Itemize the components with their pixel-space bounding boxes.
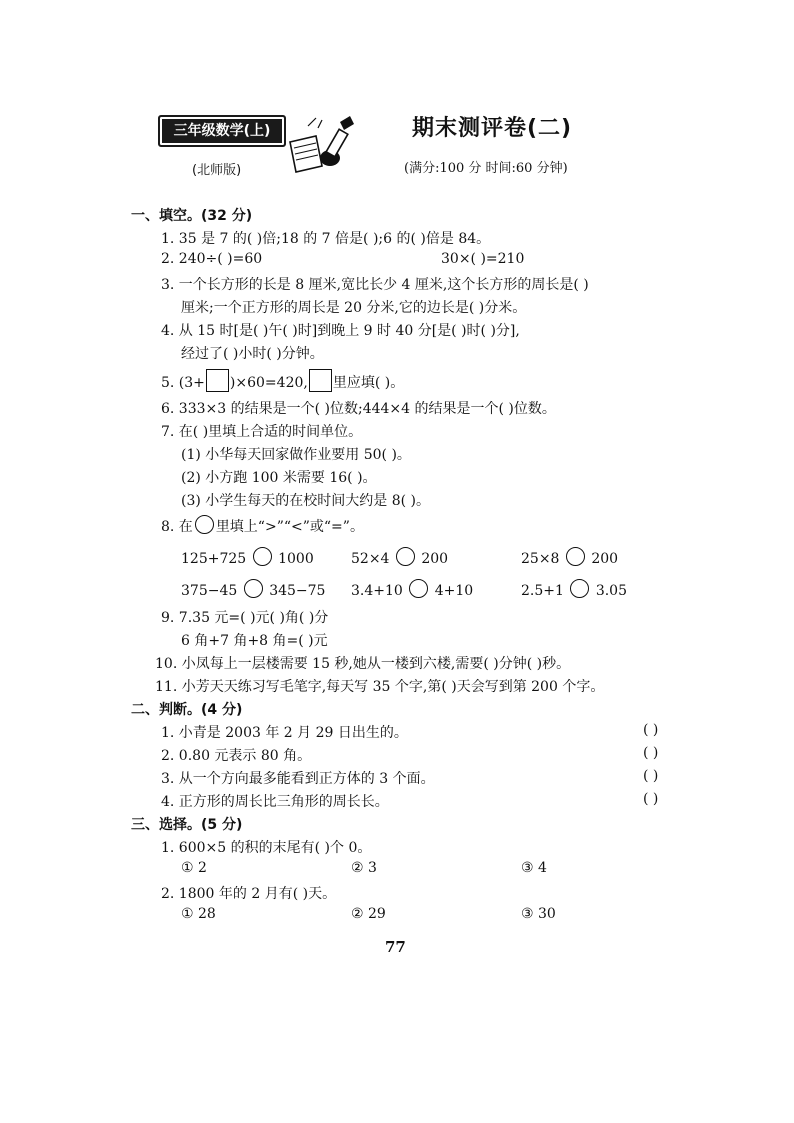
compare-item: 375−45 345−75 <box>181 579 325 599</box>
question-7-2: (2) 小方跑 100 米需要 16( )。 <box>181 470 377 486</box>
section2-heading: 二、判断。(4 分) <box>131 702 243 718</box>
question-11: 11. 小芳天天练习写毛笔字,每天写 35 个字,第( )天会写到第 200 个字。 <box>155 679 605 695</box>
question-10: 10. 小凤每上一层楼需要 15 秒,她从一楼到六楼,需要( )分钟( )秒。 <box>155 656 571 672</box>
judge-item: 3. 从一个方向最多能看到正方体的 3 个面。 <box>161 771 435 787</box>
question-5-suffix: 里应填( )。 <box>332 375 405 391</box>
compare-item: 3.4+10 4+10 <box>351 579 473 599</box>
choice-option: ① 28 <box>181 906 216 922</box>
question-7-1: (1) 小华每天回家做作业要用 50( )。 <box>181 447 411 463</box>
circle-blank-icon <box>396 547 415 566</box>
question-7-3: (3) 小学生每天的在校时间大约是 8( )。 <box>181 493 431 509</box>
choice-question-1: 1. 600×5 的积的末尾有( )个 0。 <box>161 840 372 856</box>
page-title: 期末测评卷(二) <box>412 116 573 141</box>
question-5 <box>161 369 404 392</box>
question-8 <box>161 515 364 536</box>
question-9b: 6 角+7 角+8 角=( )元 <box>181 633 328 649</box>
question-1: 1. 35 是 7 的( )倍;18 的 7 倍是( );6 的( )倍是 84。 <box>161 231 491 247</box>
answer-paren: ( ) <box>643 722 659 738</box>
question-3a: 3. 一个长方形的长是 8 厘米,宽比长少 4 厘米,这个长方形的周长是( ) <box>161 277 589 293</box>
question-2b: 30×( )=210 <box>441 251 525 267</box>
answer-paren: ( ) <box>643 791 659 807</box>
compare-item: 25×8 200 <box>521 547 618 567</box>
grade-badge: 三年级数学(上) <box>158 115 286 147</box>
judge-item: 1. 小青是 2003 年 2 月 29 日出生的。 <box>161 725 408 741</box>
blank-box <box>309 369 332 392</box>
question-3b: 厘米;一个正方形的周长是 20 分米,它的边长是( )分米。 <box>181 300 527 316</box>
circle-blank-icon <box>195 515 214 534</box>
circle-blank-icon <box>570 579 589 598</box>
choice-option: ③ 30 <box>521 906 556 922</box>
compare-item: 2.5+1 3.05 <box>521 579 627 599</box>
book-and-bottle-icon <box>286 112 360 178</box>
circle-blank-icon <box>566 547 585 566</box>
choice-option: ② 29 <box>351 906 386 922</box>
choice-option: ① 2 <box>181 860 207 876</box>
choice-option: ③ 4 <box>521 860 547 876</box>
answer-paren: ( ) <box>643 745 659 761</box>
choice-question-2: 2. 1800 年的 2 月有( )天。 <box>161 886 337 902</box>
compare-item: 52×4 200 <box>351 547 448 567</box>
answer-paren: ( ) <box>643 768 659 784</box>
choice-option: ② 3 <box>351 860 377 876</box>
question-4b: 经过了( )小时( )分钟。 <box>181 346 324 362</box>
question-5-prefix: 5. (3+ <box>161 375 205 391</box>
question-8-suffix: 里填上“>”“<”或“=”。 <box>215 519 364 535</box>
blank-box <box>206 369 229 392</box>
edition-label: (北师版) <box>192 163 242 178</box>
question-7: 7. 在( )里填上合适的时间单位。 <box>161 424 363 440</box>
question-9a: 9. 7.35 元=( )元( )角( )分 <box>161 610 329 626</box>
page-number: 77 <box>385 938 406 956</box>
question-8-prefix: 8. 在 <box>161 519 193 535</box>
section1-heading: 一、填空。(32 分) <box>131 208 253 224</box>
judge-item: 4. 正方形的周长比三角形的周长长。 <box>161 794 389 810</box>
circle-blank-icon <box>409 579 428 598</box>
score-time-info: (满分:100 分 时间:60 分钟) <box>404 161 568 176</box>
question-6: 6. 333×3 的结果是一个( )位数;444×4 的结果是一个( )位数。 <box>161 401 556 417</box>
question-5-middle: )×60=420, <box>229 375 308 391</box>
circle-blank-icon <box>253 547 272 566</box>
circle-blank-icon <box>244 579 263 598</box>
question-4a: 4. 从 15 时[是( )午( )时]到晚上 9 时 40 分[是( )时( )分], <box>161 323 520 339</box>
question-2a: 2. 240÷( )=60 <box>161 251 263 267</box>
section3-heading: 三、选择。(5 分) <box>131 817 243 833</box>
compare-item: 125+725 1000 <box>181 547 314 567</box>
judge-item: 2. 0.80 元表示 80 角。 <box>161 748 312 764</box>
